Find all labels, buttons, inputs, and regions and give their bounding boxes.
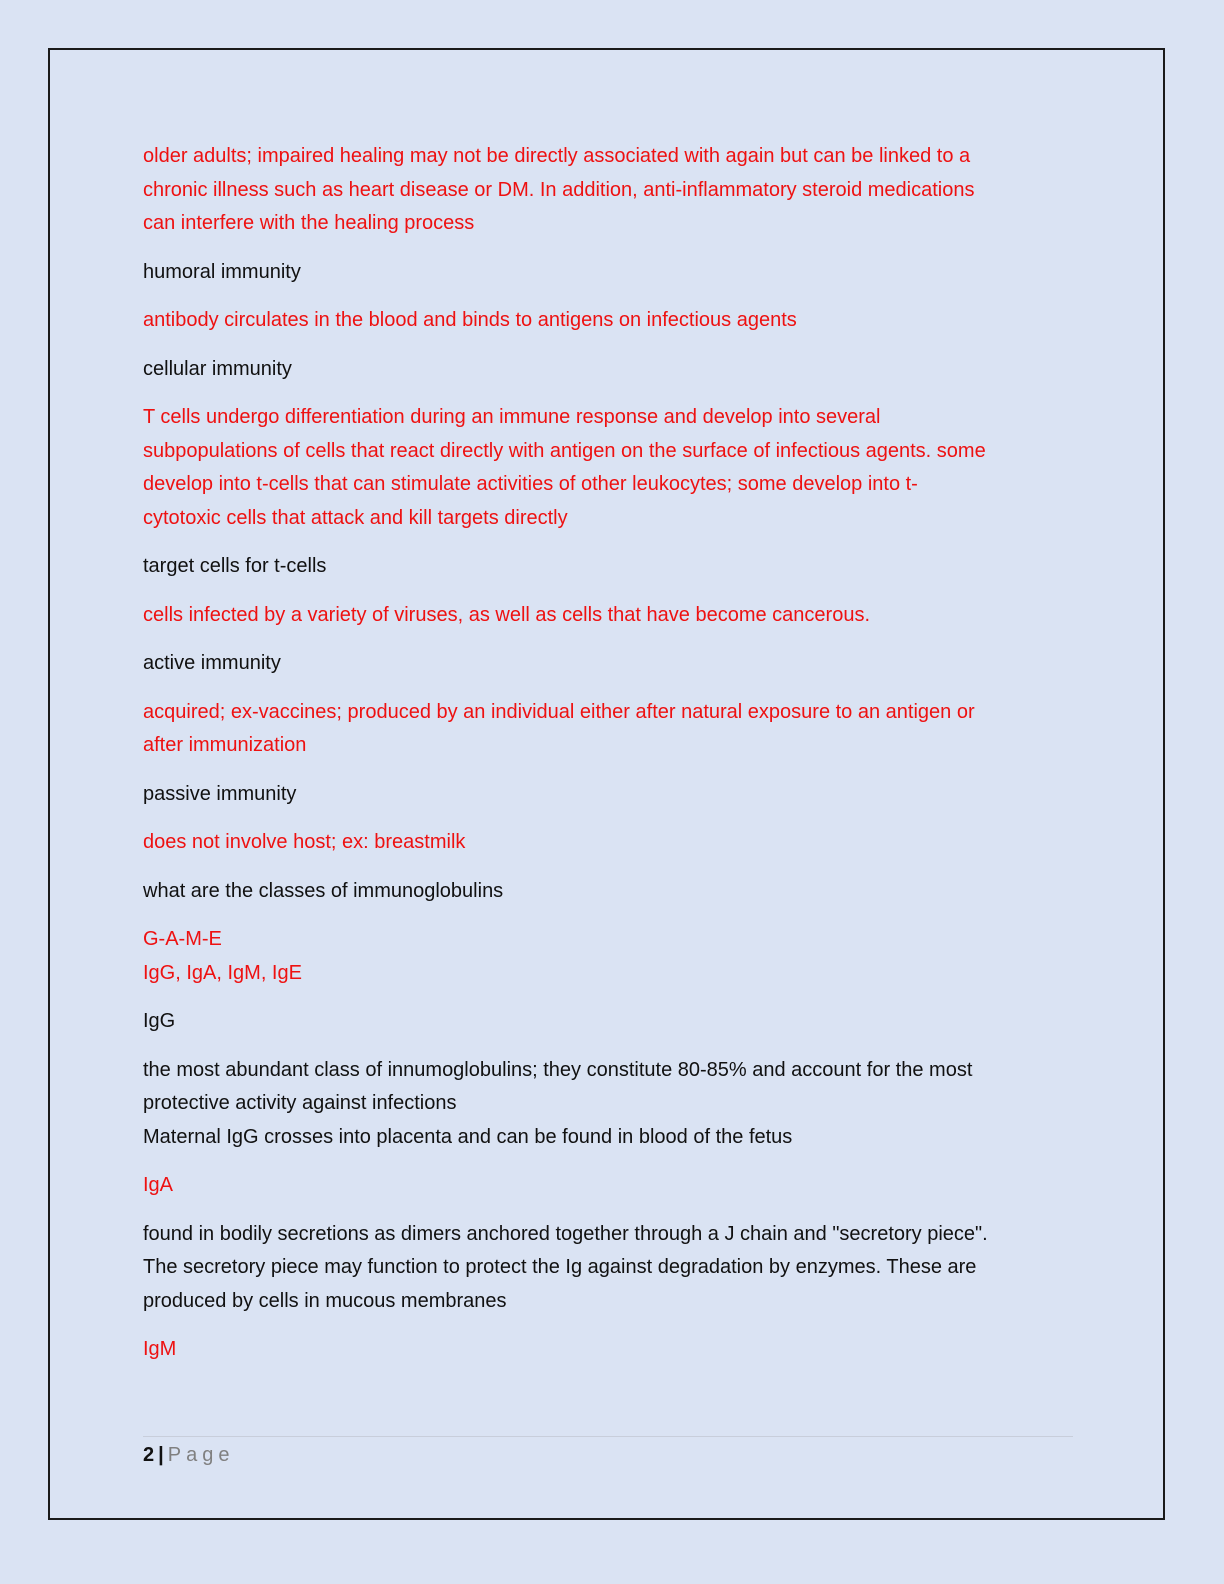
text-line: subpopulations of cells that react directly with antigen on the surface of infectious agents. some <box>143 439 986 462</box>
text-line: produced by cells in mucous membranes <box>143 1289 507 1312</box>
term-paragraph <box>143 647 1083 681</box>
page-footer <box>143 1436 1073 1469</box>
term-paragraph <box>143 778 1083 812</box>
text-line: chronic illness such as heart disease or DM. In addition, anti-inflammatory steroid medications <box>143 178 975 201</box>
answer-paragraph <box>143 1333 1083 1367</box>
text-line: found in bodily secretions as dimers anchored together through a J chain and "secretory piece". <box>143 1222 988 1245</box>
text-line: IgG, IgA, IgM, IgE <box>143 961 302 984</box>
text-line: cells infected by a variety of viruses, as well as cells that have become cancerous. <box>143 603 871 626</box>
text-line: IgM <box>143 1338 177 1360</box>
text-line: The secretory piece may function to protect the Ig against degradation by enzymes. These are <box>143 1256 977 1278</box>
text-line: active immunity <box>143 652 281 674</box>
text-line: can interfere with the healing process <box>143 212 475 234</box>
text-line: target cells for t-cells <box>143 555 327 577</box>
text-line: IgA <box>143 1174 174 1196</box>
text-line: T cells undergo differentiation during an immune response and develop into several <box>143 406 881 428</box>
text-line: acquired; ex-vaccines; produced by an individual either after natural exposure to an antigen or <box>143 700 975 723</box>
answer-paragraph <box>143 401 1083 535</box>
text-line: what are the classes of immunoglobulins <box>143 879 504 902</box>
answer-paragraph <box>143 599 1083 633</box>
text-line: develop into t-cells that can stimulate activities of other leukocytes; some develop into t- <box>143 473 918 495</box>
document-body <box>143 140 1083 1382</box>
answer-paragraph <box>143 140 1083 241</box>
answer-paragraph <box>143 826 1083 860</box>
term-paragraph <box>143 550 1083 584</box>
page-label: Page <box>167 1444 235 1466</box>
page-number: 2 <box>143 1444 155 1466</box>
text-line: does not involve host; ex: breastmilk <box>143 831 466 853</box>
text-line: antibody circulates in the blood and binds to antigens on infectious agents <box>143 309 797 331</box>
text-line: protective activity against infections <box>143 1092 457 1114</box>
text-line: the most abundant class of innumoglobulins; they constitute 80-85% and account for the most <box>143 1058 973 1081</box>
footer-separator: | <box>158 1444 164 1466</box>
term-paragraph <box>143 1005 1083 1039</box>
text-line: Maternal IgG crosses into placenta and can be found in blood of the fetus <box>143 1125 793 1148</box>
text-line: G-A-M-E <box>143 928 222 950</box>
term-paragraph <box>143 875 1083 909</box>
text-line: older adults; impaired healing may not be directly associated with again but can be linked to a <box>143 145 971 167</box>
text-line: IgG <box>143 1010 176 1032</box>
term-paragraph <box>143 1054 1083 1155</box>
answer-paragraph <box>143 304 1083 338</box>
term-paragraph <box>143 256 1083 290</box>
text-line: passive immunity <box>143 782 297 805</box>
text-line: humoral immunity <box>143 260 301 283</box>
text-line: cytotoxic cells that attack and kill targets directly <box>143 506 568 529</box>
term-paragraph <box>143 353 1083 387</box>
answer-paragraph <box>143 1169 1083 1203</box>
text-line: cellular immunity <box>143 357 292 380</box>
answer-paragraph <box>143 696 1083 763</box>
text-line: after immunization <box>143 734 307 756</box>
answer-paragraph <box>143 923 1083 990</box>
term-paragraph <box>143 1218 1083 1319</box>
